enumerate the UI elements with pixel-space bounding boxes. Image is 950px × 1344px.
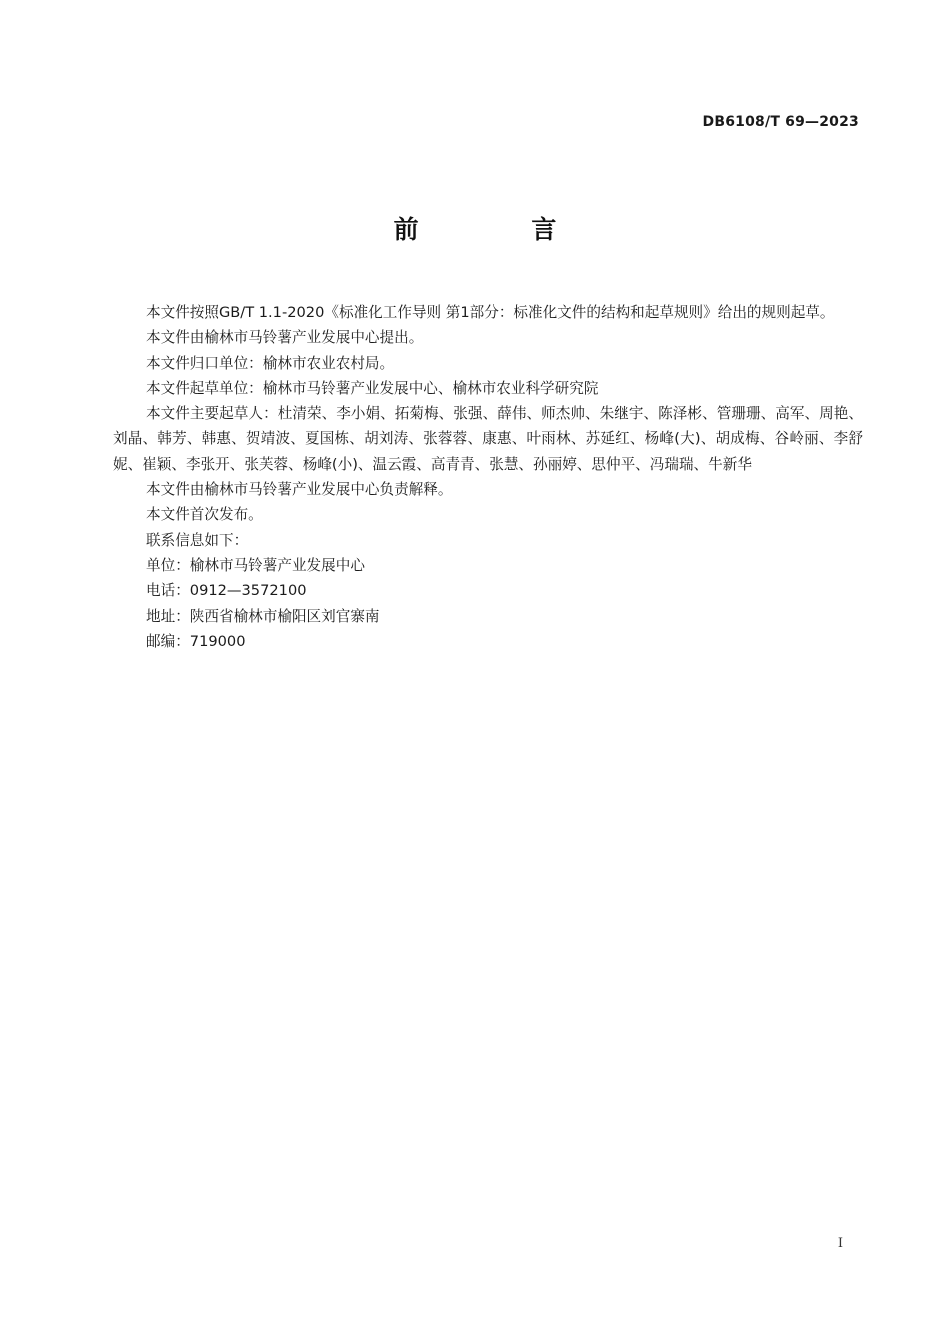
page-number: I — [837, 1236, 843, 1251]
paragraph-drafting-rules: 本文件按照GB/T 1.1-2020《标准化工作导则 第1部分：标准化文件的结构和起草规则》给出的规则起草。 — [146, 304, 835, 321]
contact-address: 地址：陕西省榆林市榆阳区刘官寨南 — [146, 607, 380, 625]
contact-unit: 单位：榆林市马铃薯产业发展中心 — [146, 556, 365, 574]
paragraph-drafting-units: 本文件起草单位：榆林市马铃薯产业发展中心、榆林市农业科学研究院 — [146, 379, 599, 397]
paragraph-first-release: 本文件首次发布。 — [146, 506, 263, 524]
page-title: 前 言 — [393, 215, 609, 244]
contact-postcode: 邮编：719000 — [146, 632, 246, 650]
paragraph-drafters: 本文件主要起草人：杜清荣、李小娟、拓菊梅、张强、薛伟、师杰帅、朱继宇、陈泽彬、管珊珊、高军、周艳、刘晶、韩芳、韩惠、贺靖波、夏国栋、胡刘涛、张蓉蓉、康惠、叶雨林、苏延红、杨峰(大)、胡成梅、谷岭丽、李舒妮、崔颖、李张开、张芙蓉、杨峰(小)、温云霞、高青青、张慧、孙丽婷、思仲平、冯瑞瑞、牛新华 — [113, 405, 863, 473]
paragraph-interpretation: 本文件由榆林市马铃薯产业发展中心负责解释。 — [146, 481, 453, 499]
document-body — [113, 300, 863, 654]
paragraph-responsible-unit: 本文件归口单位：榆林市农业农村局。 — [146, 354, 395, 372]
paragraph-proposer: 本文件由榆林市马铃薯产业发展中心提出。 — [146, 329, 424, 347]
contact-phone: 电话：0912—3572100 — [146, 582, 307, 600]
paragraph-contact-heading: 联系信息如下： — [146, 531, 249, 549]
document-code: DB6108/T 69—2023 — [702, 114, 859, 130]
